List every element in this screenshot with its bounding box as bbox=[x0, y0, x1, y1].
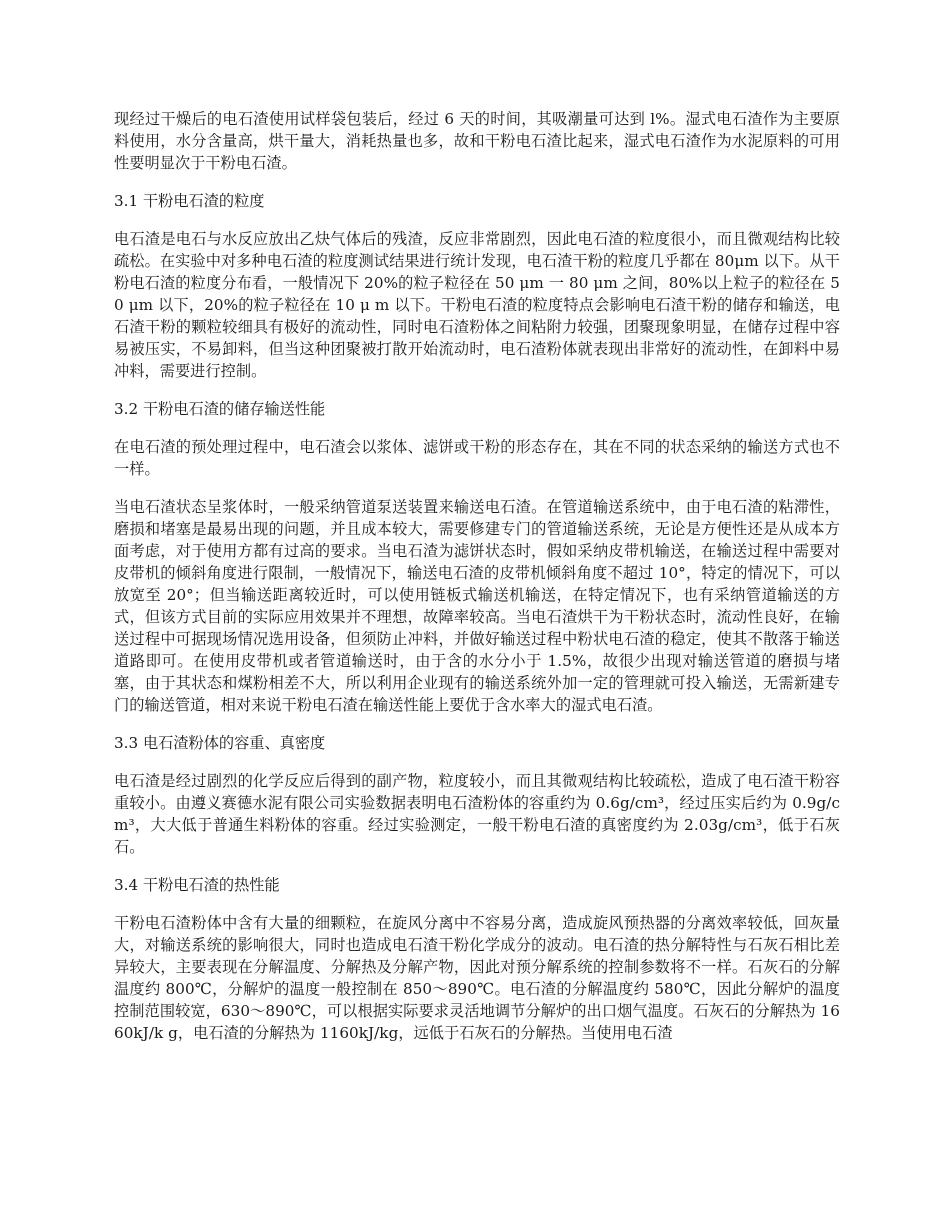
paragraph-particle-size: 电石渣是电石与水反应放出乙炔气体后的残渣，反应非常剧烈，因此电石渣的粒度很小，而且微观结构比较疏松。在实验中对多种电石渣的粒度测试结果进行统计发现，电石渣干粉的粒度几乎都在 80μm 以下。从干粉电石渣的粒度分布看，一般情况下 20%的粒子粒径在 50 μm 一 80 μm 之间，80%以上粒子的粒径在 50 μm 以下，20%的粒子粒径在 10 μ m 以下。干粉电石渣的粒度特点会影响电石渣干粉的储存和输送，电石渣干粉的颗粒较细具有极好的流动性，同时电石渣粉体之间粘附力较强，团聚现象明显，在储存过程中容易被压实，不易卸料，但当这种团聚被打散开始流动时，电石渣粉体就表现出非常好的流动性，在卸料中易冲料，需要进行控制。 bbox=[114, 230, 840, 380]
section-heading-3-3: 3.3 电石渣粉体的容重、真密度 bbox=[114, 734, 326, 752]
paragraph-storage-intro: 在电石渣的预处理过程中，电石渣会以浆体、滤饼或干粉的形态存在，其在不同的状态采纳的输送方式也不一样。 bbox=[114, 438, 840, 478]
paragraph-moisture-absorption: 现经过干燥后的电石渣使用试样袋包装后，经过 6 天的时间，其吸潮量可达到 l%。湿式电石渣作为主要原料使用，水分含量高，烘干量大，消耗热量也多，故和干粉电石渣比起来，湿式电石渣作为水泥原料的可用性要明显次于干粉电石渣。 bbox=[114, 110, 840, 172]
section-heading-3-1: 3.1 干粉电石渣的粒度 bbox=[114, 192, 265, 210]
paragraph-bulk-density: 电石渣是经过剧烈的化学反应后得到的副产物，粒度较小，而且其微观结构比较疏松，造成了电石渣干粉容重较小。由遵义赛德水泥有限公司实验数据表明电石渣粉体的容重约为 0.6g/cm³，经过压实后约为 0.9g/cm³，大大低于普通生料粉体的容重。经过实验测定，一般干粉电石渣的真密度约为 2.03g/cm³，低于石灰石。 bbox=[114, 772, 840, 856]
document-body bbox=[114, 108, 840, 1060]
paragraph-thermal-properties: 干粉电石渣粉体中含有大量的细颗粒，在旋风分离中不容易分离，造成旋风预热器的分离效率较低，回灰量大，对输送系统的影响很大，同时也造成电石渣干粉化学成分的波动。电石渣的热分解特性与石灰石相比差异较大，主要表现在分解温度、分解热及分解产物，因此对预分解系统的控制参数将不一样。石灰石的分解温度约 800℃，分解炉的温度一般控制在 850～890℃。电石渣的分解温度约 580℃，因此分解炉的温度控制范围较宽，630～890℃，可以根据实际要求灵活地调节分解炉的出口烟气温度。石灰石的分解热为 1660kJ/k g，电石渣的分解热为 1160kJ/kg，远低于石灰石的分解热。当使用电石渣 bbox=[114, 914, 840, 1042]
section-heading-3-4: 3.4 干粉电石渣的热性能 bbox=[114, 876, 280, 894]
section-heading-3-2: 3.2 干粉电石渣的储存输送性能 bbox=[114, 400, 326, 418]
paragraph-conveying-methods: 当电石渣状态呈浆体时，一般采纳管道泵送装置来输送电石渣。在管道输送系统中，由于电石渣的粘滞性，磨损和堵塞是最易出现的问题，并且成本较大，需要修建专门的管道输送系统，无论是方便性还是从成本方面考虑，对于使用方都有过高的要求。当电石渣为滤饼状态时，假如采纳皮带机输送，在输送过程中需要对皮带机的倾斜角度进行限制，一般情况下，输送电石渣的皮带机倾斜角度不超过 10°，特定的情况下，可以放宽至 20°；但当输送距离较近时，可以使用链板式输送机输送，在特定情况下，也有采纳管道输送的方式，但该方式目前的实际应用效果并不理想，故障率较高。当电石渣烘干为干粉状态时，流动性良好，在输送过程中可据现场情况选用设备，但须防止冲料，并做好输送过程中粉状电石渣的稳定，使其不散落于输送道路即可。在使用皮带机或者管道输送时，由于含的水分小于 1.5%，故很少出现对输送管道的磨损与堵塞，由于其状态和煤粉相差不大，所以利用企业现有的输送系统外加一定的管理就可投入输送，无需新建专门的输送管道，相对来说干粉电石渣在输送性能上要优于含水率大的湿式电石渣。 bbox=[114, 498, 840, 714]
